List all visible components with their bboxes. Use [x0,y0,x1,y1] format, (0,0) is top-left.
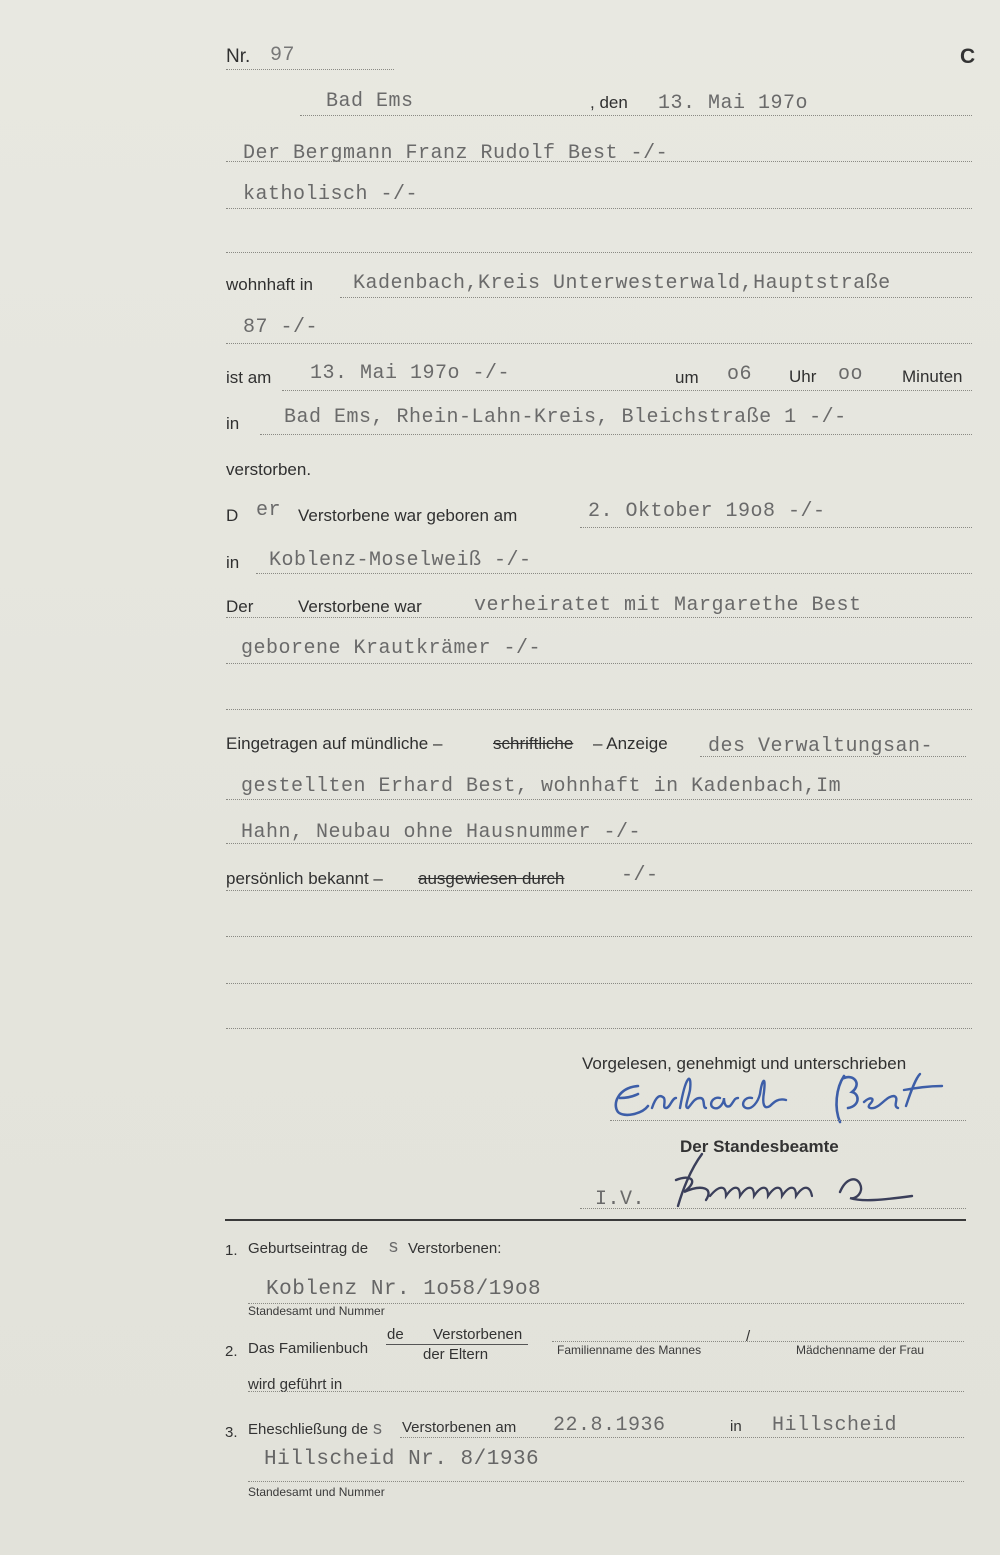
footnote-3-value: Hillscheid Nr. 8/1936 [264,1448,540,1471]
residence-line-2-rule [226,343,972,344]
death-place-rule [260,434,972,435]
registration-label-2: – Anzeige [593,734,668,753]
residence-line-2: 87 -/- [243,316,319,339]
residence-line-1: Kadenbach,Kreis Unterwesterwald,Hauptstraße [353,272,891,295]
footnote-2-de: de [387,1326,404,1343]
footnote-2-slash: / [746,1328,751,1345]
wohnhaft-label: wohnhaft in [226,275,313,294]
corner-letter: C [960,45,976,68]
person-line-1: Der Bergmann Franz Rudolf Best -/- [243,142,669,165]
place-date-line [300,115,972,116]
place-value: Bad Ems [326,90,414,113]
death-hour: o6 [727,363,753,386]
footnote-2-rule [248,1391,964,1392]
um-label: um [675,368,699,387]
person-line-1-rule [226,161,972,162]
verstorben-label: verstorben. [226,460,312,479]
footnote-2-caption-husband: Familienname des Mannes [557,1343,702,1357]
blank-line-4 [226,983,972,984]
death-minutes: oo [838,363,864,386]
footnote-1-typed-s: s [388,1238,400,1258]
footnote-3-line-1-rule [400,1437,964,1438]
birth-place: Koblenz-Moselweiß -/- [269,549,532,572]
person-line-2: katholisch -/- [243,183,419,206]
birth-in-label: in [226,553,240,572]
person-line-2-rule [226,208,972,209]
birth-d-typed: er [256,499,282,522]
den-label: , den [590,93,628,112]
blank-line-1 [226,252,972,253]
marital-line-2: geborene Krautkrämer -/- [241,637,542,660]
identity-struck: ausgewiesen durch [418,869,565,888]
footnote-2-number: 2. [225,1343,238,1360]
birth-d-label: D [226,506,239,525]
marital-line-2-rule [226,663,972,664]
identity-typed: -/- [621,864,659,887]
ist-am-label: ist am [226,368,272,387]
marital-label: Verstorbene war [298,597,422,616]
footnote-3-caption: Standesamt und Nummer [248,1485,385,1499]
informant-signature-rule [610,1120,966,1121]
blank-line-3 [226,936,972,937]
footnote-2-fraction-line [386,1344,528,1345]
death-time-rule [282,390,972,391]
read-approved-label: Vorgelesen, genehmigt und unterschrieben [582,1054,907,1073]
death-place: Bad Ems, Rhein-Lahn-Kreis, Bleichstraße 1 -/- [284,406,847,429]
footnote-3-number: 3. [225,1424,238,1441]
registration-line-2: gestellten Erhard Best, wohnhaft in Kadenbach,Im [241,775,842,798]
footnote-2-lower: der Eltern [423,1346,489,1363]
iv-typed: I.V. [595,1188,646,1211]
blank-line-2 [226,709,972,710]
registration-label-1: Eingetragen auf mündliche – [226,734,443,753]
marital-der-label: Der [226,597,254,616]
footnote-3-in-label: in [730,1418,742,1435]
identity-rule [226,890,972,891]
nr-dotted-line [226,69,394,70]
birth-date: 2. Oktober 19o8 -/- [588,500,826,523]
minuten-label: Minuten [902,367,963,386]
birth-date-rule [580,527,972,528]
footnote-2-upper: Verstorbenen [433,1326,523,1343]
footnote-1-caption: Standesamt und Nummer [248,1304,385,1318]
nr-label: Nr. [226,46,251,67]
footnote-3-label-mid: Verstorbenen am [402,1419,517,1436]
footnote-3-date: 22.8.1936 [553,1414,666,1437]
footnote-2-caption-wife: Mädchenname der Frau [796,1343,925,1357]
identity-label: persönlich bekannt – [226,869,383,888]
marital-line-1-rule [226,617,972,618]
birth-place-rule [256,573,972,574]
blank-line-5 [226,1028,972,1029]
uhr-label: Uhr [789,367,817,386]
registration-line-1: des Verwaltungsan- [708,735,934,758]
footnote-1-label-end: Verstorbenen: [408,1240,502,1257]
birth-label: Verstorbene war geboren am [298,506,518,525]
footnote-2-label-2: wird geführt in [248,1376,343,1393]
residence-line-1-rule [340,297,972,298]
footnote-separator [225,1219,966,1221]
footnote-1-number: 1. [225,1242,238,1259]
footnote-3-label: Eheschließung de [248,1421,369,1438]
death-in-label: in [226,414,240,433]
official-label: Der Standesbeamte [680,1137,839,1156]
footnote-3-place: Hillscheid [772,1414,898,1437]
registration-struck: schriftliche [493,734,574,753]
footnote-2-name-rule [552,1341,964,1342]
footnote-3-rule [248,1481,964,1482]
registration-line-3: Hahn, Neubau ohne Hausnummer -/- [241,821,642,844]
marital-line-1: verheiratet mit Margarethe Best [474,594,862,617]
nr-value: 97 [270,44,296,67]
registration-line-3-rule [226,843,972,844]
registration-line-2-rule [226,799,972,800]
footnote-1-label: Geburtseintrag de [248,1240,369,1257]
death-date: 13. Mai 197o -/- [310,362,511,385]
registration-line-1-rule [700,756,966,757]
footnote-2-label: Das Familienbuch [248,1340,369,1357]
informant-signature [608,1068,948,1128]
footnote-3-typed-s: s [372,1420,384,1440]
footnote-1-value: Koblenz Nr. 1o58/19o8 [266,1278,542,1301]
date-value: 13. Mai 197o [658,92,809,115]
official-signature-rule [580,1208,966,1209]
